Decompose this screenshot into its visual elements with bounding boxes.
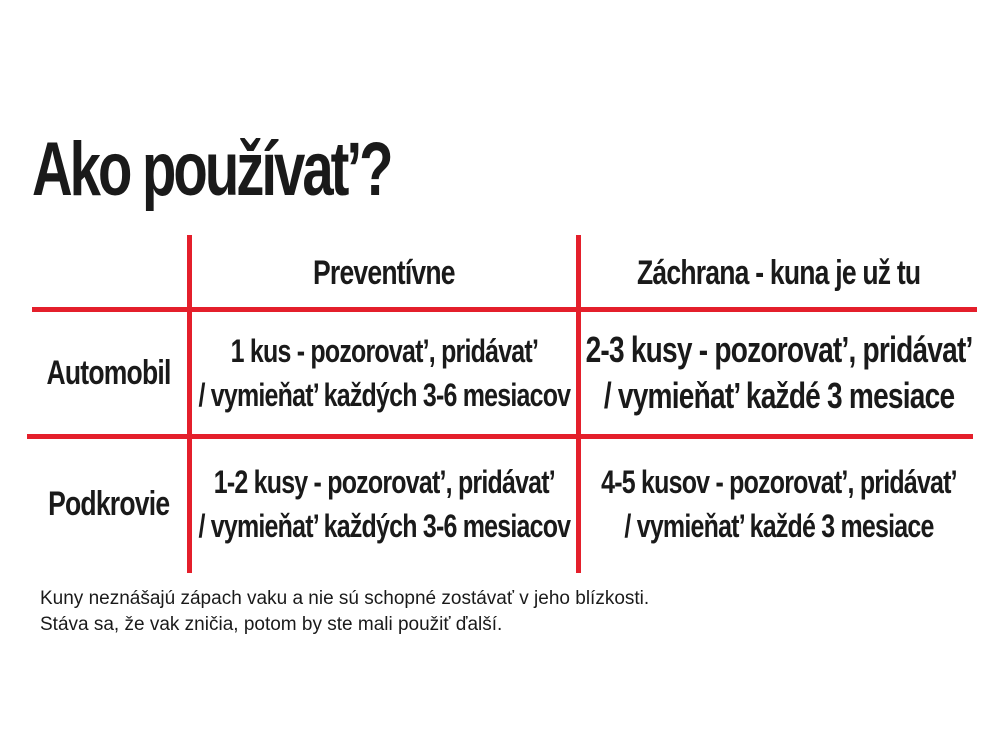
row-label-automobil: Automobil xyxy=(46,354,171,392)
cell-line: 2-3 kusy - pozorovat’, pridávat’ xyxy=(585,329,973,370)
cell-automobil-rescue xyxy=(581,312,977,434)
column-header-rescue: Záchrana - kuna je už tu xyxy=(637,253,921,292)
page-title: Ako používat’? xyxy=(32,127,391,212)
cell-line: 1 kus - pozorovat’, pridávat’ xyxy=(230,333,538,369)
cell-line: 1-2 kusy - pozorovat’, pridávat’ xyxy=(213,464,555,500)
cell-line: / vymieňat’ každé 3 mesiace xyxy=(603,375,955,416)
cell-line: / vymieňat’ každých 3-6 mesiacov xyxy=(198,508,570,544)
cell-line: 4-5 kusov - pozorovat’, pridávat’ xyxy=(601,464,957,500)
cell-podkrovie-rescue xyxy=(581,439,977,569)
cell-line: / vymieňat’ každé 3 mesiace xyxy=(624,508,934,544)
cell-automobil-preventive xyxy=(192,312,576,434)
footnote xyxy=(40,586,649,638)
footnote-line: Stáva sa, že vak zničia, potom by ste mali použiť ďalší. xyxy=(40,614,503,635)
column-header-preventive: Preventívne xyxy=(313,253,455,292)
cell-line: / vymieňat’ každých 3-6 mesiacov xyxy=(198,377,570,413)
footnote-line: Kuny neznášajú zápach vaku a nie sú schopné zostávať v jeho blízkosti. xyxy=(40,588,650,609)
row-label-podkrovie: Podkrovie xyxy=(47,485,170,523)
cell-podkrovie-preventive xyxy=(192,439,576,569)
